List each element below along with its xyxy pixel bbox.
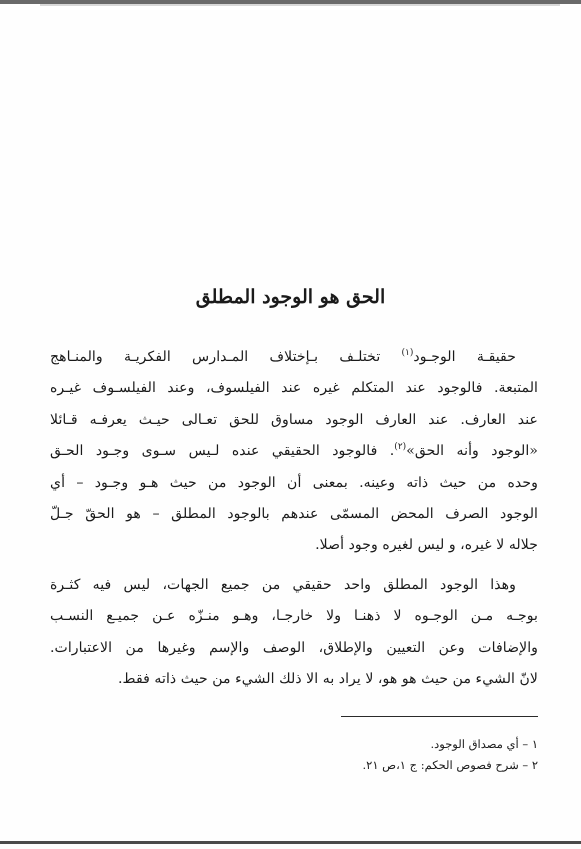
text-line: جلاله لا غيره، و ليس لغيره وجود أصلا.: [315, 537, 538, 554]
text-line: المتبعة. فالوجود عند المتكلم غيره عند الفيلسوف، وعند الفيلسـوف غيـره: [50, 380, 538, 397]
footnote-ref-2: (٢): [394, 442, 407, 453]
page-bottom-edge: [0, 841, 581, 844]
text-line: لانّ الشيء من حيث هو هو، لا يراد به الا ذلك الشيء من حيث ذاته فقط.: [117, 671, 538, 688]
text-line: والإضافات وعن التعيين والإطلاق، الوصف والإسم وغيرها من الاعتبارات.: [50, 639, 538, 656]
paragraph-1: [50, 342, 538, 562]
text-line: بوجـه مـن الوجـوه لا ذهنـا ولا خارجـا، وهـو منـزّه عـن جميـع النسـب: [50, 608, 538, 625]
footnote-1: ١ – أي مصداق الوجود.: [430, 737, 538, 751]
paragraph-2: [50, 570, 538, 696]
footnotes: [238, 734, 538, 776]
footnote-2: ٢ – شرح فصوص الحكم: ج ١،ص ٢١.: [362, 758, 538, 772]
page-top-shadow: [40, 4, 560, 6]
text-line: وهذا الوجود المطلق واحد حقيقي من جميع الجهات، ليس فيه كثـرة: [50, 576, 516, 593]
text-line: [50, 436, 538, 467]
text-line: عند العارف. عند العارف الوجود مساوق للحق تعـالى حيـث يعرفـه قـائلا: [50, 411, 538, 428]
text-line: الوجود الصرف المحض المسمّى عندهم بالوجود المطلق – هو الحقّ جـلّ: [50, 506, 538, 523]
text-line: [50, 342, 538, 373]
body-text: [50, 342, 538, 695]
text-segment: تختلـف بـإختلاف المـدارس الفكريـة والمنـاهج: [50, 349, 402, 365]
text-segment: «الوجود وأنه الحق»: [406, 443, 538, 460]
footnote-separator: [341, 716, 538, 717]
text-line: وحده من حيث ذاته وعينه. بمعنى أن الوجود من حيث هـو وجـود – أي: [50, 474, 538, 491]
footnote-ref-1: (١): [401, 348, 414, 358]
section-heading: الحق هو الوجود المطلق: [195, 286, 386, 308]
text-segment: حقيقـة الوجـود: [413, 349, 516, 365]
text-segment: . فالوجود الحقيقي عنده لـيس سـوى وجـود الحـق: [50, 443, 395, 460]
